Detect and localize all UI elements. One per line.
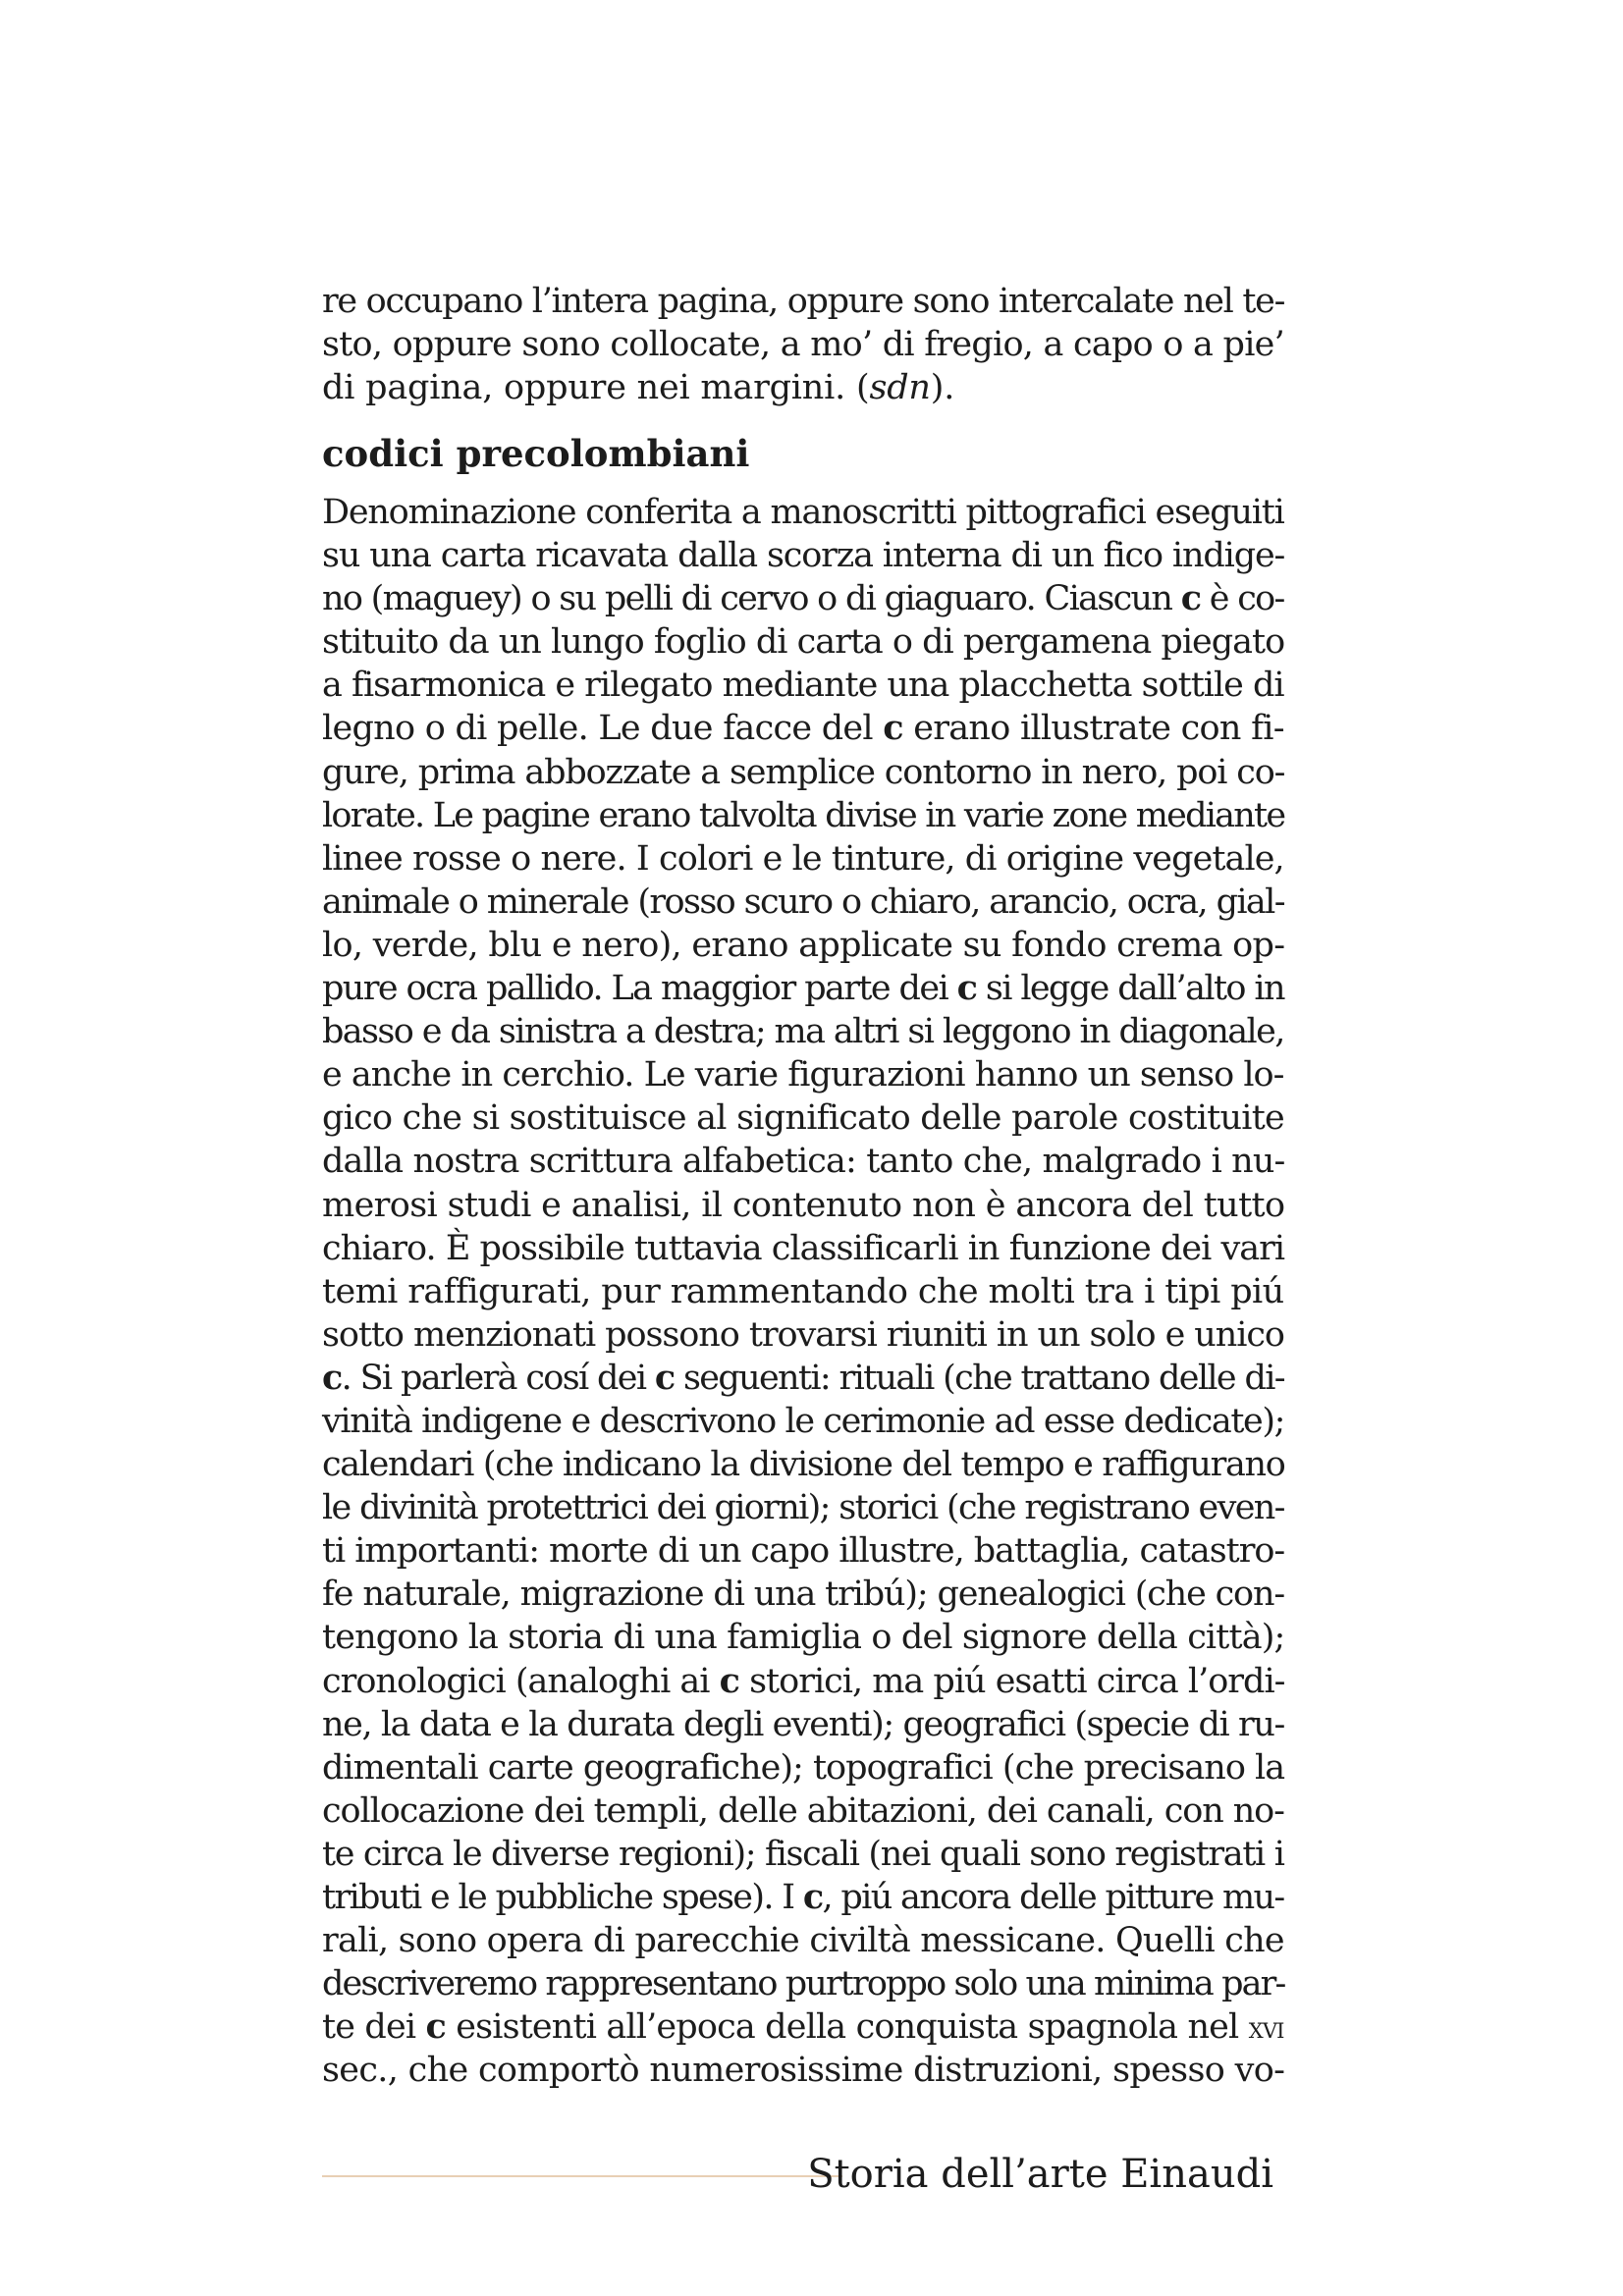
entry-body-line: ti importanti: morte di un capo illustre, battaglia, catastro- <box>322 1531 1285 1572</box>
entry-body-line: calendari (che indicano la divisione del tempo e raffigurano <box>322 1445 1285 1485</box>
entry-body-line: no (maguey) o su pelli di cervo o di giaguaro. Ciascun c è co- <box>322 578 1284 619</box>
entry-body-line: Denominazione conferita a manoscritti pittografici eseguiti <box>322 493 1284 532</box>
intro-paragraph <box>322 280 1284 409</box>
entry-body-line: tributi e le pubbliche spese). I c, piú ancora delle pitture mu- <box>322 1877 1284 1917</box>
entry-body-line: te dei c esistenti all’epoca della conquista spagnola nel xvi <box>322 2006 1284 2048</box>
entry-body-line: collocazione dei templi, delle abitazioni, dei canali, con no- <box>322 1790 1284 1831</box>
entry-body-line: lo, verde, blu e nero), erano applicate su fondo crema op- <box>322 925 1285 965</box>
entry-body-line: merosi studi e analisi, il contenuto non è ancora del tutto <box>322 1185 1285 1225</box>
entry-body-line: sotto menzionati possono trovarsi riuniti in un solo e unico <box>322 1314 1284 1355</box>
entry-body-line: a fisarmonica e rilegato mediante una placchetta sottile di <box>322 666 1284 706</box>
entry-body-line: basso e da sinistra a destra; ma altri si leggono in diagonale, <box>322 1012 1284 1052</box>
entry-body-line: gico che si sostituisce al significato delle parole costituite <box>322 1098 1284 1139</box>
entry-body-line: legno o di pelle. Le due facce del c erano illustrate con fi- <box>322 708 1284 749</box>
entry-body-line: tengono la storia di una famiglia o del signore della città); <box>322 1618 1285 1658</box>
entry-body-line: temi raffigurati, pur rammentando che molti tra i tipi piú <box>322 1271 1284 1311</box>
footer-title: Storia dell’arte Einaudi <box>807 2152 1273 2197</box>
entry-body-line: descriveremo rappresentano purtroppo solo una minima par- <box>322 1964 1285 2004</box>
entry-body-line: gure, prima abbozzate a semplice contorno in nero, poi co- <box>322 752 1285 792</box>
entry-body-line: dimentali carte geografiche); topografici (che precisano la <box>322 1747 1285 1788</box>
entry-body-line: linee rosse o nere. I colori e le tinture, di origine vegetale, <box>322 838 1284 879</box>
footer-rule <box>322 2175 842 2177</box>
entry-body-line: lorate. Le pagine erano talvolta divise in varie zone mediante <box>322 795 1285 835</box>
entry-body-line: animale o minerale (rosso scuro o chiaro, arancio, ocra, gial- <box>322 881 1284 922</box>
intro-line: sto, oppure sono collocate, a mo’ di fregio, a capo o a pie’ <box>322 325 1284 365</box>
intro-line: re occupano l’intera pagina, oppure sono intercalate nel te- <box>322 282 1285 321</box>
entry-body-line: cronologici (analoghi ai c storici, ma piú esatti circa l’ordi- <box>322 1660 1285 1701</box>
entry-body-line: c. Si parlerà cosí dei c seguenti: rituali (che trattano delle di- <box>322 1357 1284 1398</box>
entry-body-line: dalla nostra scrittura alfabetica: tanto che, malgrado i nu- <box>322 1142 1285 1182</box>
entry-heading: codici precolombiani <box>322 432 750 475</box>
entry-body-line: su una carta ricavata dalla scorza interna di un fico indige- <box>322 536 1285 576</box>
entry-body-line: fe naturale, migrazione di una tribú); genealogici (che con- <box>322 1575 1285 1615</box>
entry-body-line: le divinità protettrici dei giorni); storici (che registrano even- <box>322 1488 1284 1528</box>
entry-body-line: chiaro. È possibile tuttavia classificarli in funzione dei vari <box>322 1228 1285 1268</box>
entry-body-line: sec., che comportò numerosissime distruzioni, spesso vo- <box>322 2051 1285 2091</box>
entry-body-line: rali, sono opera di parecchie civiltà messicane. Quelli che <box>322 1921 1284 1961</box>
entry-body-line: pure ocra pallido. La maggior parte dei c si legge dall’alto in <box>322 968 1284 1009</box>
entry-body-line: te circa le diverse regioni); fiscali (nei quali sono registrati i <box>322 1834 1284 1874</box>
entry-body-line: vinità indigene e descrivono le cerimonie ad esse dedicate); <box>322 1401 1285 1441</box>
intro-line: di pagina, oppure nei margini. (sdn). <box>322 368 955 408</box>
entry-body <box>322 491 1284 2092</box>
entry-body-line: ne, la data e la durata degli eventi); geografici (specie di ru- <box>322 1704 1284 1744</box>
entry-body-line: e anche in cerchio. Le varie figurazioni hanno un senso lo- <box>322 1055 1284 1095</box>
entry-body-line: stituito da un lungo foglio di carta o di pergamena piegato <box>322 622 1285 663</box>
